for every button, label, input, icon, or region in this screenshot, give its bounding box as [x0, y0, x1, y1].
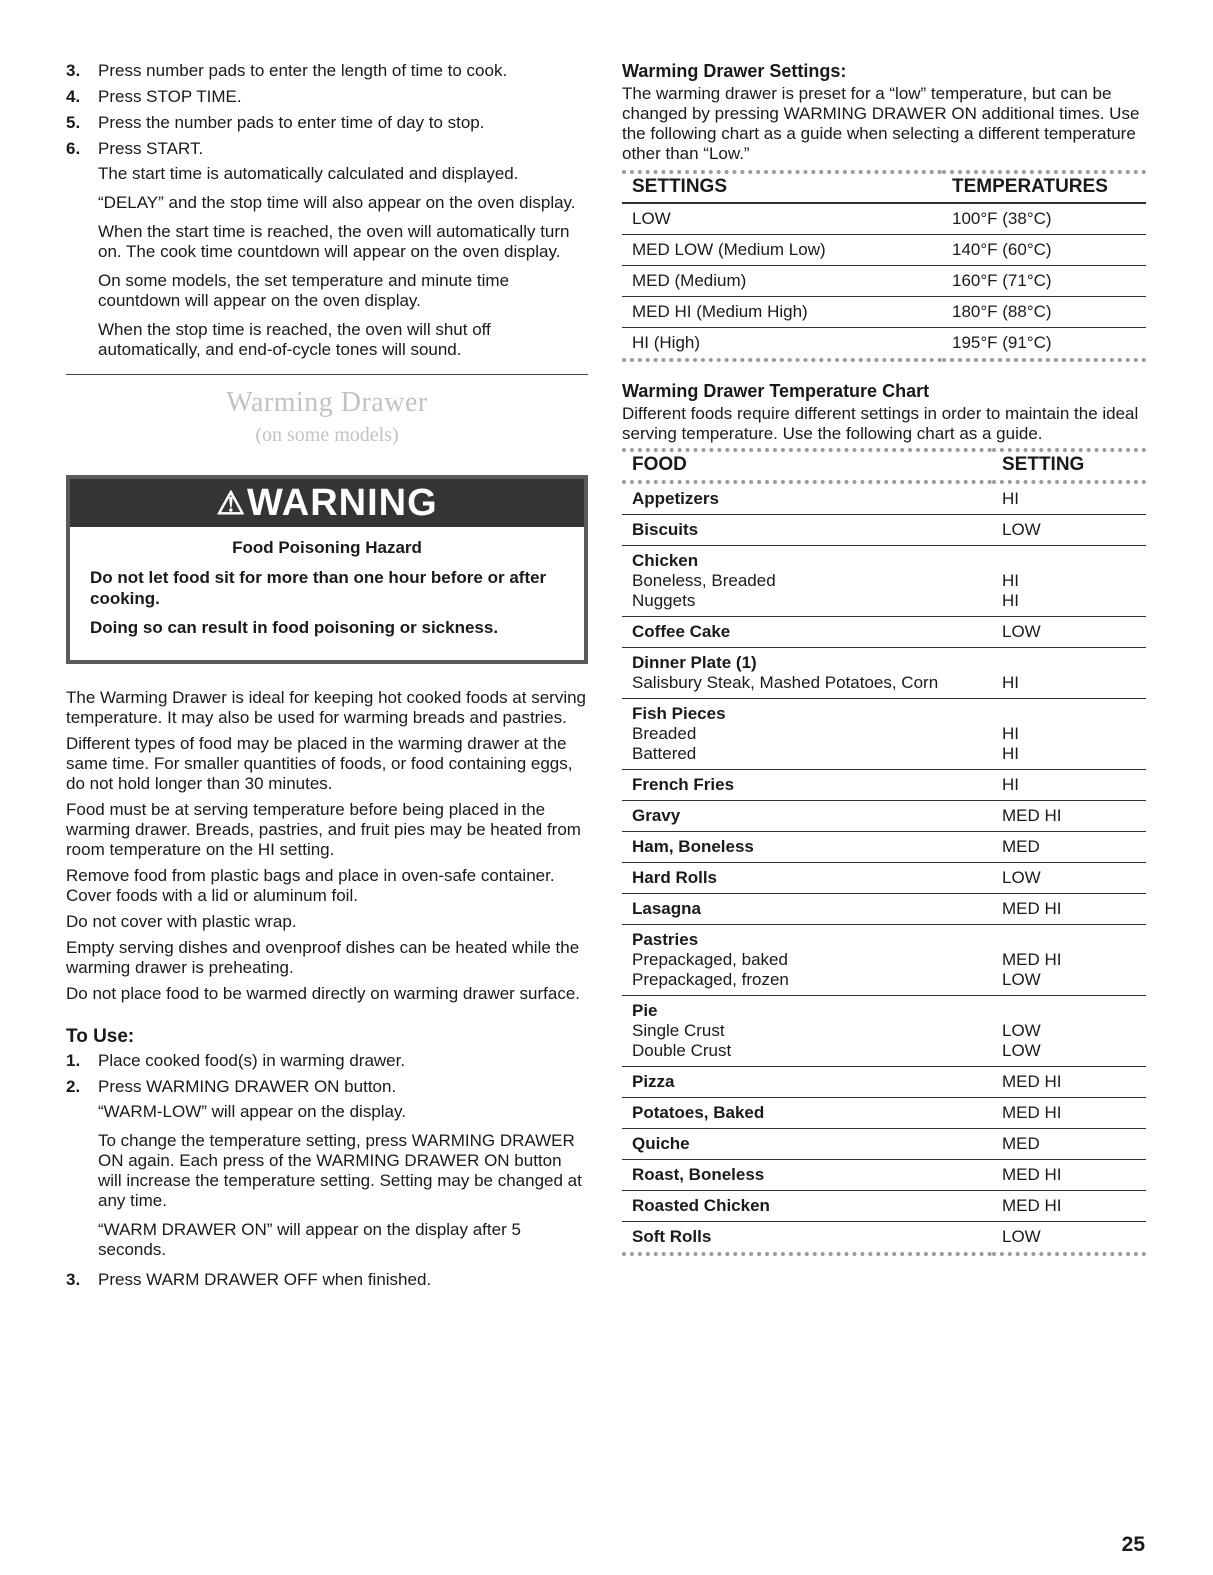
- step-detail: On some models, the set temperature and minute time countdown will appear on the oven display.: [98, 271, 510, 310]
- settings-row: [622, 266, 1146, 297]
- food-name: Ham, Boneless: [632, 837, 754, 856]
- food-name: Quiche: [632, 1134, 690, 1153]
- right-column: [622, 60, 1146, 1256]
- step-number: 4.: [66, 87, 81, 106]
- food-subitem: Single Crust: [632, 1021, 725, 1040]
- food-row: [622, 699, 1146, 770]
- food-subitem-setting: HI: [1002, 724, 1019, 743]
- body-paragraph: Empty serving dishes and ovenproof dishes can be heated while the warming drawer is preheating.: [66, 938, 580, 977]
- setting-cell: [992, 770, 1146, 801]
- setting-cell: [992, 925, 1146, 996]
- food-name: Potatoes, Baked: [632, 1103, 765, 1122]
- page-number: 25: [1121, 1533, 1145, 1556]
- step-detail: “WARM DRAWER ON” will appear on the display after 5 seconds.: [98, 1220, 521, 1259]
- food-cell: [622, 925, 992, 996]
- food-name: Lasagna: [632, 899, 701, 918]
- food-table: [622, 448, 1146, 1256]
- setting-cell: [992, 863, 1146, 894]
- food-name: Chicken: [632, 551, 699, 570]
- setting-temperature: 140°F (60°C): [942, 235, 1146, 266]
- step-item: [66, 1076, 588, 1098]
- settings-row: [622, 297, 1146, 328]
- step-detail: When the stop time is reached, the oven will shut off automatically, and end-of-cycle tones will sound.: [98, 320, 491, 359]
- warning-triangle-icon: ⚠: [216, 485, 246, 521]
- step-text: Press WARMING DRAWER ON button.: [98, 1077, 397, 1096]
- warning-line-2: Doing so can result in food poisoning or sickness.: [90, 618, 499, 637]
- food-cell: [622, 1160, 992, 1191]
- setting-cell: [992, 546, 1146, 617]
- food-subitem-setting: LOW: [1002, 1041, 1041, 1060]
- settings-header-settings: SETTINGS: [632, 176, 728, 197]
- food-subitem: Salisbury Steak, Mashed Potatoes, Corn: [632, 673, 939, 692]
- setting-name: LOW: [622, 203, 942, 235]
- food-cell: [622, 801, 992, 832]
- step-item: [66, 86, 588, 108]
- food-row: [622, 1191, 1146, 1222]
- settings-intro: The warming drawer is preset for a “low” temperature, but can be changed by pressing WARMING DRAWER ON additional times. Use the following chart as a guide when selecting a different temperature other than “Low.”: [622, 84, 1140, 163]
- food-cell: [622, 515, 992, 546]
- food-header-food: FOOD: [632, 454, 687, 475]
- setting-temperature: 100°F (38°C): [942, 203, 1146, 235]
- body-paragraph: Different types of food may be placed in the warming drawer at the same time. For smaller quantities of foods, or food containing eggs, do not hold longer than 30 minutes.: [66, 734, 573, 793]
- setting-name: HI (High): [622, 328, 942, 361]
- food-name: Biscuits: [632, 520, 699, 539]
- food-name: Fish Pieces: [632, 704, 726, 723]
- food-cell: [622, 863, 992, 894]
- food-subitem: Boneless, Breaded: [632, 571, 776, 590]
- body-paragraph: The Warming Drawer is ideal for keeping hot cooked foods at serving temperature. It may also be used for warming breads and pastries.: [66, 688, 587, 727]
- food-subitem: Nuggets: [632, 591, 696, 610]
- food-setting-spacer: [1002, 1001, 1136, 1021]
- food-name: Gravy: [632, 806, 681, 825]
- food-cell: [622, 699, 992, 770]
- warning-word: WARNING: [247, 481, 438, 524]
- chart-intro: Different foods require different settings in order to maintain the ideal serving temperature. Use the following chart as a guide.: [622, 404, 1139, 443]
- food-setting: HI: [1002, 489, 1019, 508]
- setting-cell: [992, 1098, 1146, 1129]
- step-item: [66, 138, 588, 160]
- food-cell: [622, 1191, 992, 1222]
- food-subitem-setting: HI: [1002, 571, 1019, 590]
- chart-title: Warming Drawer Temperature Chart: [622, 381, 930, 401]
- step-detail: To change the temperature setting, press WARMING DRAWER ON again. Each press of the WARMING DRAWER ON button will increase the temperature setting. Setting may be changed at any time.: [98, 1131, 582, 1210]
- food-subitem: Prepackaged, baked: [632, 950, 788, 969]
- step-text: Place cooked food(s) in warming drawer.: [98, 1051, 406, 1070]
- step-number: 1.: [66, 1051, 81, 1070]
- food-subitem: Battered: [632, 744, 697, 763]
- step-item: [66, 112, 588, 134]
- setting-temperature: 195°F (91°C): [942, 328, 1146, 361]
- settings-table: [622, 170, 1146, 362]
- food-row: [622, 1222, 1146, 1255]
- food-subitem-setting: LOW: [1002, 1021, 1041, 1040]
- body-paragraph: Remove food from plastic bags and place in oven-safe container. Cover foods with a lid or aluminum foil.: [66, 866, 555, 905]
- food-cell: [622, 894, 992, 925]
- food-name: Pie: [632, 1001, 658, 1020]
- food-row: [622, 925, 1146, 996]
- food-row: [622, 770, 1146, 801]
- settings-title: Warming Drawer Settings:: [622, 61, 847, 81]
- warning-hazard: Food Poisoning Hazard: [232, 538, 422, 557]
- setting-cell: [992, 515, 1146, 546]
- step-number: 3.: [66, 1270, 81, 1289]
- food-setting: HI: [1002, 775, 1019, 794]
- step-number: 5.: [66, 113, 81, 132]
- setting-cell: [992, 1160, 1146, 1191]
- food-row: [622, 482, 1146, 515]
- food-header-setting: SETTING: [1002, 454, 1085, 475]
- food-row: [622, 1067, 1146, 1098]
- step-text: Press WARM DRAWER OFF when finished.: [98, 1270, 432, 1289]
- food-row: [622, 863, 1146, 894]
- setting-cell: [992, 996, 1146, 1067]
- food-setting: MED HI: [1002, 806, 1062, 825]
- food-setting: MED HI: [1002, 1072, 1062, 1091]
- food-setting: MED: [1002, 837, 1040, 856]
- food-row: [622, 648, 1146, 699]
- food-name: Roasted Chicken: [632, 1196, 770, 1215]
- settings-row: [622, 328, 1146, 361]
- section-subtitle: (on some models): [255, 424, 399, 446]
- food-row: [622, 546, 1146, 617]
- food-subitem: Breaded: [632, 724, 697, 743]
- warning-body: [70, 527, 584, 660]
- food-row: [622, 617, 1146, 648]
- settings-row: [622, 203, 1146, 235]
- food-cell: [622, 1222, 992, 1255]
- food-name: Coffee Cake: [632, 622, 731, 641]
- setting-cell: [992, 1222, 1146, 1255]
- food-subitem-setting: HI: [1002, 673, 1019, 692]
- food-cell: [622, 770, 992, 801]
- left-column: [66, 60, 588, 1295]
- to-use-title: To Use:: [66, 1026, 135, 1047]
- food-setting: LOW: [1002, 1227, 1041, 1246]
- setting-cell: [992, 1129, 1146, 1160]
- step-text: Press the number pads to enter time of day to stop.: [98, 113, 485, 132]
- setting-name: MED LOW (Medium Low): [622, 235, 942, 266]
- setting-cell: [992, 894, 1146, 925]
- setting-temperature: 180°F (88°C): [942, 297, 1146, 328]
- food-name: Appetizers: [632, 489, 719, 508]
- food-cell: [622, 996, 992, 1067]
- warning-line-1: Do not let food sit for more than one hour before or after cooking.: [90, 568, 547, 608]
- step-text: Press number pads to enter the length of time to cook.: [98, 61, 508, 80]
- setting-cell: [992, 1191, 1146, 1222]
- food-row: [622, 1160, 1146, 1191]
- body-paragraph: Food must be at serving temperature before being placed in the warming drawer. Breads, pastries, and fruit pies may be heated from room temperature on the HI setting.: [66, 800, 581, 859]
- food-cell: [622, 1067, 992, 1098]
- food-cell: [622, 1098, 992, 1129]
- food-name: French Fries: [632, 775, 735, 794]
- step-detail: “DELAY” and the stop time will also appear on the oven display.: [98, 193, 576, 212]
- food-name: Soft Rolls: [632, 1227, 712, 1246]
- body-paragraph: Do not place food to be warmed directly on warming drawer surface.: [66, 984, 581, 1003]
- food-row: [622, 832, 1146, 863]
- food-name: Pastries: [632, 930, 699, 949]
- step-detail: The start time is automatically calculated and displayed.: [98, 164, 519, 183]
- food-row: [622, 996, 1146, 1067]
- food-subitem: Prepackaged, frozen: [632, 970, 789, 989]
- food-row: [622, 1098, 1146, 1129]
- food-setting-spacer: [1002, 930, 1136, 950]
- food-subitem-setting: LOW: [1002, 970, 1041, 989]
- setting-name: MED (Medium): [622, 266, 942, 297]
- body-paragraph: Do not cover with plastic wrap.: [66, 912, 297, 931]
- food-setting: LOW: [1002, 622, 1041, 641]
- food-setting-spacer: [1002, 704, 1136, 724]
- warming-drawer-paragraphs: [66, 688, 588, 1004]
- setting-name: MED HI (Medium High): [622, 297, 942, 328]
- setting-cell: [992, 699, 1146, 770]
- setting-cell: [992, 832, 1146, 863]
- food-subitem: Double Crust: [632, 1041, 732, 1060]
- section-title: Warming Drawer: [226, 387, 428, 418]
- step-detail: When the start time is reached, the oven will automatically turn on. The cook time countdown will appear on the oven display.: [98, 222, 570, 261]
- food-row: [622, 801, 1146, 832]
- food-setting: MED HI: [1002, 1196, 1062, 1215]
- food-name: Roast, Boneless: [632, 1165, 765, 1184]
- setting-cell: [992, 648, 1146, 699]
- step-item: [66, 1269, 588, 1291]
- food-subitem-setting: HI: [1002, 591, 1019, 610]
- settings-row: [622, 235, 1146, 266]
- food-row: [622, 894, 1146, 925]
- food-name: Hard Rolls: [632, 868, 718, 887]
- food-row: [622, 515, 1146, 546]
- warning-header: [70, 479, 584, 527]
- food-subitem-setting: HI: [1002, 744, 1019, 763]
- food-cell: [622, 1129, 992, 1160]
- food-name: Pizza: [632, 1072, 675, 1091]
- step-number: 3.: [66, 61, 81, 80]
- food-setting-spacer: [1002, 551, 1136, 571]
- setting-cell: [992, 1067, 1146, 1098]
- step-item: [66, 60, 588, 82]
- food-setting: MED HI: [1002, 1165, 1062, 1184]
- food-setting: MED HI: [1002, 1103, 1062, 1122]
- food-cell: [622, 482, 992, 515]
- food-setting-spacer: [1002, 653, 1136, 673]
- setting-cell: [992, 482, 1146, 515]
- food-row: [622, 1129, 1146, 1160]
- food-setting: LOW: [1002, 520, 1041, 539]
- food-cell: [622, 648, 992, 699]
- to-use-steps-list: [66, 1050, 588, 1291]
- setting-cell: [992, 617, 1146, 648]
- food-setting: LOW: [1002, 868, 1041, 887]
- setting-cell: [992, 801, 1146, 832]
- step-text: Press START.: [98, 139, 204, 158]
- food-setting: MED: [1002, 1134, 1040, 1153]
- step-number: 6.: [66, 139, 81, 158]
- food-cell: [622, 546, 992, 617]
- step-item: [66, 1050, 588, 1072]
- food-subitem-setting: MED HI: [1002, 950, 1062, 969]
- step-detail: “WARM-LOW” will appear on the display.: [98, 1102, 406, 1121]
- food-setting: MED HI: [1002, 899, 1062, 918]
- step-number: 2.: [66, 1077, 81, 1096]
- warning-box: [66, 475, 588, 664]
- food-name: Dinner Plate (1): [632, 653, 757, 672]
- food-cell: [622, 832, 992, 863]
- step-text: Press STOP TIME.: [98, 87, 242, 106]
- section-divider: [66, 374, 588, 375]
- setting-temperature: 160°F (71°C): [942, 266, 1146, 297]
- delay-steps-list: [66, 60, 588, 360]
- food-cell: [622, 617, 992, 648]
- settings-header-temperatures: TEMPERATURES: [952, 176, 1108, 197]
